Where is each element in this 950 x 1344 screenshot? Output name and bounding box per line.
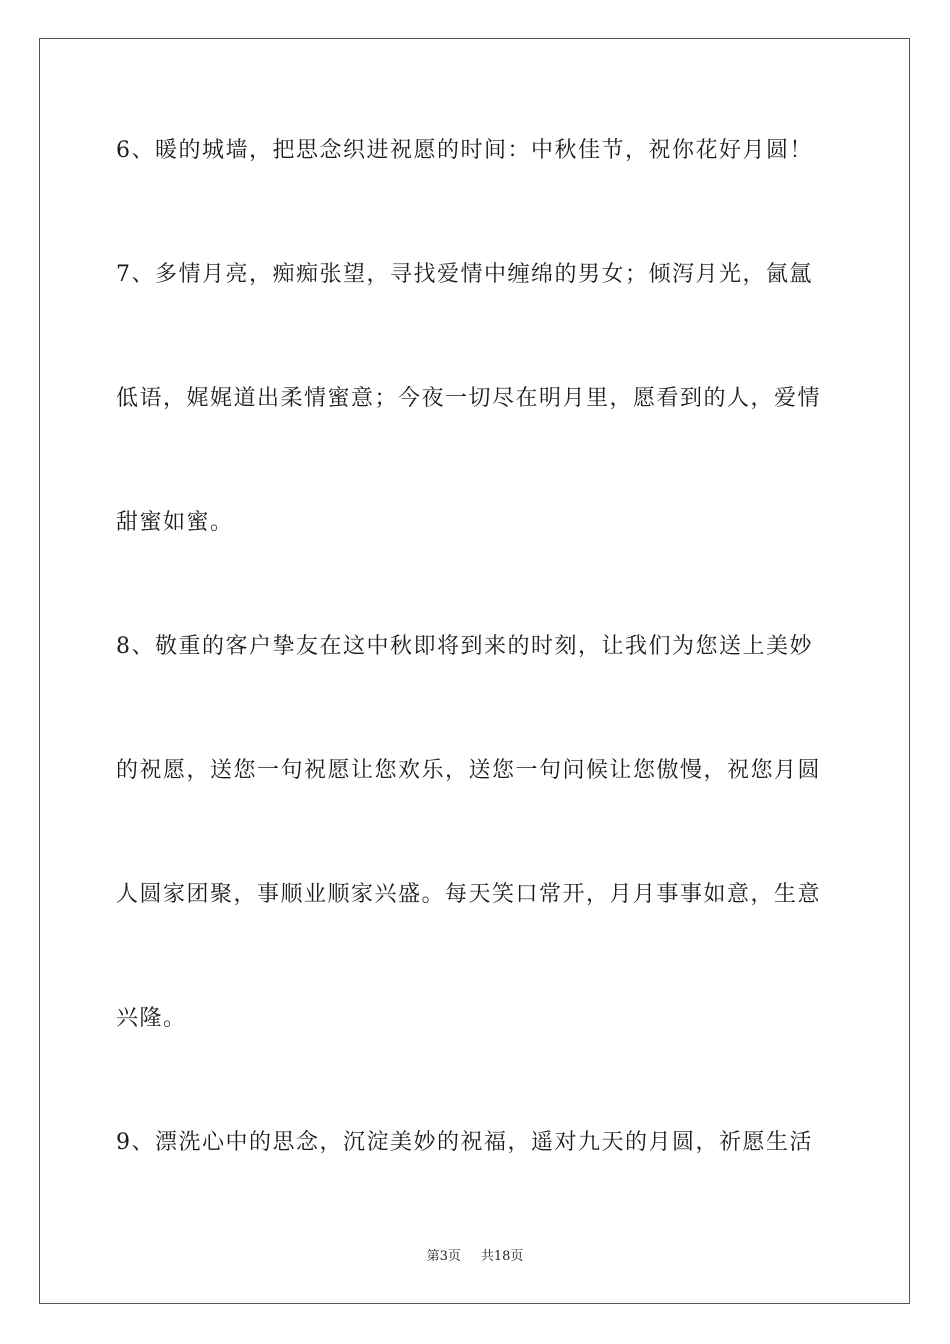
- page-number: 第3页: [426, 1249, 461, 1264]
- paragraph-7-line-2: 低语，娓娓道出柔情蜜意；今夜一切尽在明月里，愿看到的人，爱情: [116, 386, 822, 411]
- paragraph-8-line-1: 8、敬重的客户挚友在这中秋即将到来的时刻，让我们为您送上美妙: [116, 634, 813, 659]
- page-total: 共18页: [480, 1249, 524, 1264]
- paragraph-8-line-3: 人圆家团聚，事顺业顺家兴盛。每天笑口常开，月月事事如意，生意: [116, 882, 822, 907]
- paragraph-6-line-1: 6、暖的城墙，把思念织进祝愿的时间：中秋佳节，祝你花好月圆！: [116, 138, 813, 163]
- paragraph-8-line-2: 的祝愿，送您一句祝愿让您欢乐，送您一句问候让您傲慢，祝您月圆: [116, 758, 822, 783]
- paragraph-7-line-3: 甜蜜如蜜。: [116, 510, 234, 535]
- paragraph-8-line-4: 兴隆。: [116, 1006, 187, 1031]
- paragraph-9-line-1: 9、漂洗心中的思念，沉淀美妙的祝福，遥对九天的月圆，祈愿生活: [116, 1130, 813, 1155]
- page-footer: [0, 1248, 950, 1266]
- page-border: [39, 38, 910, 1304]
- paragraph-7-line-1: 7、多情月亮，痴痴张望，寻找爱情中缠绵的男女；倾泻月光，氤氲: [116, 262, 813, 287]
